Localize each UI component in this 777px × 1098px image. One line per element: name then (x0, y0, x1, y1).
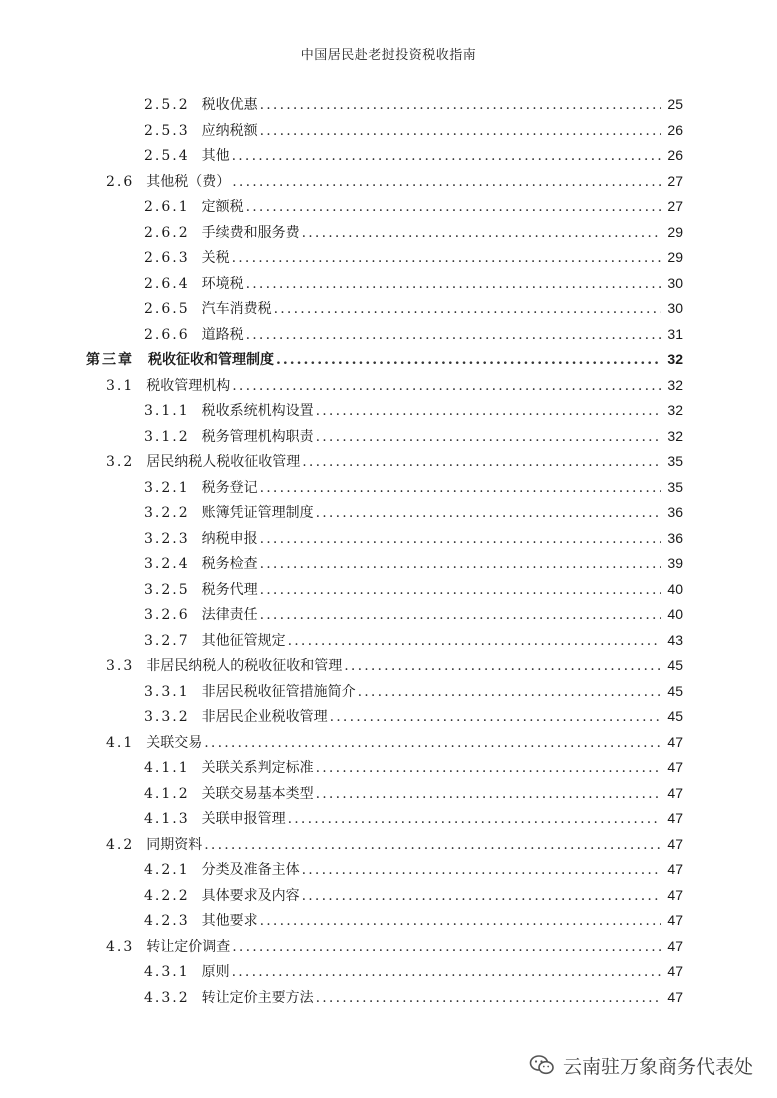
toc-entry-page: 36 (667, 504, 683, 520)
toc-entry-title: 原则 (201, 964, 230, 980)
toc-entry-number: 4.1 (106, 734, 135, 751)
toc-entry (144, 398, 683, 422)
toc-entry-page: 27 (667, 172, 683, 189)
toc-entry-page: 47 (667, 835, 683, 852)
toc-entry-title: 转让定价调查 (146, 938, 231, 955)
toc-entry-number: 2.6.4 (144, 275, 190, 292)
toc-entry-number: 4.2.2 (144, 887, 190, 904)
toc-entry-title: 税收系统机构设置 (201, 403, 314, 419)
toc-entry-page: 43 (667, 631, 683, 648)
toc-entry-title: 非居民税收征管措施简介 (201, 683, 356, 700)
toc-entry (144, 143, 683, 167)
toc-entry (106, 169, 683, 193)
toc-entry (106, 653, 683, 677)
toc-entry (144, 857, 683, 881)
toc-entry-page: 35 (667, 453, 683, 469)
toc-entry (144, 526, 683, 550)
toc-entry-page: 47 (667, 937, 683, 954)
toc-entry (144, 245, 683, 269)
toc-entry (144, 602, 683, 626)
toc-entry-number: 2.6.2 (144, 224, 190, 241)
toc-entry-number: 3.1.1 (144, 403, 190, 419)
toc-entry-number: 3.2 (106, 454, 135, 470)
toc-entry-number: 3.3 (106, 658, 135, 674)
toc-entry-title: 税收优惠 (201, 97, 258, 113)
toc-dot-leader (260, 476, 662, 500)
toc-dot-leader (316, 756, 662, 780)
toc-entry-title: 关联交易 (146, 734, 203, 751)
toc-entry-page: 31 (667, 325, 683, 342)
toc-dot-leader (344, 654, 661, 678)
toc-dot-leader (246, 272, 662, 296)
toc-entry (144, 271, 683, 295)
toc-entry-page: 27 (667, 198, 683, 214)
toc-entry-number: 3.2.4 (144, 556, 190, 572)
toc-entry-number: 2.6.5 (144, 301, 190, 317)
toc-entry-title: 非居民企业税收管理 (201, 709, 328, 725)
toc-dot-leader (232, 935, 661, 959)
wechat-icon (529, 1053, 555, 1077)
toc-entry (144, 908, 683, 932)
toc-entry (144, 577, 683, 601)
toc-entry-title: 道路税 (201, 326, 244, 343)
toc-dot-leader (316, 399, 662, 423)
toc-entry-title: 税务登记 (201, 479, 258, 496)
toc-entry (144, 92, 683, 116)
toc-entry-number: 2.6 (106, 173, 135, 190)
toc-entry (144, 883, 683, 907)
toc-entry-number: 3.2.2 (144, 505, 190, 521)
toc-entry-page: 45 (667, 682, 683, 699)
toc-entry (106, 449, 683, 473)
toc-entry-title: 定额税 (201, 199, 244, 215)
toc-entry (144, 781, 683, 805)
toc-entry-title: 具体要求及内容 (201, 887, 300, 904)
toc-entry (144, 194, 683, 218)
toc-entry (144, 118, 683, 142)
toc-dot-leader (302, 884, 662, 908)
toc-dot-leader (288, 629, 662, 653)
toc-dot-leader (232, 246, 662, 270)
toc-dot-leader (316, 986, 662, 1010)
toc-entry-number: 3.2.6 (144, 607, 190, 623)
toc-entry-page: 39 (667, 555, 683, 571)
toc-entry-title: 法律责任 (201, 607, 258, 623)
watermark (529, 1050, 753, 1080)
toc-dot-leader (260, 552, 662, 576)
toc-entry-page: 36 (667, 529, 683, 546)
toc-entry (144, 806, 683, 830)
toc-dot-leader (276, 348, 661, 372)
toc-dot-leader (232, 960, 662, 984)
toc-dot-leader (358, 680, 662, 704)
toc-entry-number: 3.1.2 (144, 428, 190, 445)
toc-entry (106, 934, 683, 958)
toc-entry-title: 居民纳税人税收征收管理 (146, 454, 301, 470)
toc-entry-page: 30 (667, 300, 683, 316)
toc-entry-number: 4.1.1 (144, 760, 190, 776)
toc-dot-leader (246, 323, 662, 347)
toc-dot-leader (302, 858, 662, 882)
toc-dot-leader (316, 501, 662, 525)
toc-entry-page: 29 (667, 249, 683, 265)
toc-entry-page: 47 (667, 810, 683, 826)
toc-entry-title: 非居民纳税人的税收征收和管理 (146, 658, 343, 674)
toc-entry (144, 959, 683, 983)
toc-entry-number: 第三章 (86, 352, 134, 368)
toc-entry (144, 424, 683, 448)
toc-entry (144, 985, 683, 1009)
toc-entry-number: 3.2.3 (144, 530, 190, 547)
toc-entry-number: 3.2.5 (144, 581, 190, 598)
toc-entry-page: 47 (667, 759, 683, 775)
toc-entry (144, 322, 683, 346)
toc-entry-page: 47 (667, 784, 683, 801)
toc-dot-leader (274, 297, 662, 321)
toc-entry-title: 其他要求 (201, 913, 258, 929)
toc-entry-number: 4.3.2 (144, 989, 190, 1006)
toc-dot-leader (232, 374, 661, 398)
toc-dot-leader (232, 144, 662, 168)
toc-dot-leader (260, 527, 662, 551)
toc-entry-number: 2.6.6 (144, 326, 190, 343)
toc-entry (144, 296, 683, 320)
toc-dot-leader (260, 119, 662, 143)
toc-entry-number: 3.2.1 (144, 479, 190, 496)
toc-entry (86, 347, 683, 371)
toc-entry-number: 2.6.1 (144, 199, 190, 215)
toc-entry-title: 关税 (201, 250, 230, 266)
toc-entry-title: 汽车消费税 (201, 301, 272, 317)
toc-entry (144, 220, 683, 244)
toc-entry (106, 832, 683, 856)
toc-entry-title: 税务管理机构职责 (201, 428, 314, 445)
toc-entry-page: 32 (667, 402, 683, 418)
toc-entry-title: 税收征收和管理制度 (148, 352, 274, 368)
toc-entry-page: 32 (667, 351, 683, 367)
toc-entry-title: 其他 (201, 148, 230, 164)
toc-entry-title: 环境税 (201, 275, 244, 292)
toc-entry-number: 4.3.1 (144, 964, 190, 980)
toc-entry-page: 35 (667, 478, 683, 495)
toc-entry-title: 手续费和服务费 (201, 224, 300, 241)
toc-entry (144, 628, 683, 652)
toc-entry-number: 3.1 (106, 377, 135, 394)
toc-entry-title: 关联申报管理 (201, 811, 286, 827)
toc-dot-leader (246, 195, 662, 219)
toc-entry-title: 转让定价主要方法 (201, 989, 314, 1006)
toc-dot-leader (204, 731, 661, 755)
toc-entry (106, 373, 683, 397)
toc-dot-leader (232, 170, 661, 194)
toc-entry-title: 税务代理 (201, 581, 258, 598)
toc-entry-title: 关联关系判定标准 (201, 760, 314, 776)
toc-entry-page: 29 (667, 223, 683, 240)
toc-entry-title: 同期资料 (146, 836, 203, 853)
toc-entry-page: 26 (667, 147, 683, 163)
toc-entry (144, 500, 683, 524)
toc-entry (106, 730, 683, 754)
toc-entry-title: 纳税申报 (201, 530, 258, 547)
toc-entry-number: 4.1.2 (144, 785, 190, 802)
toc-dot-leader (260, 909, 662, 933)
toc-entry-number: 2.6.3 (144, 250, 190, 266)
toc-entry-title: 税收管理机构 (146, 377, 231, 394)
toc-entry-page: 25 (667, 96, 683, 112)
toc-entry-page: 40 (667, 580, 683, 597)
toc-entry-page: 47 (667, 733, 683, 750)
toc-entry-page: 47 (667, 963, 683, 979)
toc-entry (144, 704, 683, 728)
toc-entry-page: 47 (667, 886, 683, 903)
toc-entry (144, 551, 683, 575)
toc-dot-leader (260, 578, 662, 602)
toc-entry-number: 2.5.2 (144, 97, 190, 113)
toc-entry (144, 679, 683, 703)
toc-entry-number: 3.3.1 (144, 683, 190, 700)
toc-entry-page: 32 (667, 427, 683, 444)
toc-entry-title: 其他征管规定 (201, 632, 286, 649)
toc-dot-leader (204, 833, 661, 857)
toc-dot-leader (330, 705, 662, 729)
toc-dot-leader (288, 807, 662, 831)
toc-entry-page: 26 (667, 121, 683, 138)
toc-entry (144, 475, 683, 499)
toc-entry-title: 分类及准备主体 (201, 862, 300, 878)
toc-entry-title: 税务检查 (201, 556, 258, 572)
toc-entry-page: 47 (667, 912, 683, 928)
toc-entry-page: 47 (667, 988, 683, 1005)
toc-dot-leader (260, 93, 662, 117)
toc-entry-page: 45 (667, 657, 683, 673)
toc-entry-number: 4.2.3 (144, 913, 190, 929)
toc-dot-leader (302, 221, 662, 245)
toc-entry-page: 32 (667, 376, 683, 393)
toc-dot-leader (302, 450, 661, 474)
toc-entry (144, 755, 683, 779)
watermark-text: 云南驻万象商务代表处 (562, 1055, 753, 1078)
toc-entry-number: 3.3.2 (144, 709, 190, 725)
toc-entry-number: 2.5.3 (144, 122, 190, 139)
toc-entry-title: 其他税（费） (146, 173, 231, 190)
toc-entry-number: 2.5.4 (144, 148, 190, 164)
toc-entry-number: 4.3 (106, 938, 135, 955)
page-header: 中国居民赴老挝投资税收指南 (300, 48, 477, 63)
toc-entry-title: 应纳税额 (201, 122, 258, 139)
toc-entry-number: 4.2.1 (144, 862, 190, 878)
toc-entry-title: 账簿凭证管理制度 (201, 505, 314, 521)
toc-entry-number: 3.2.7 (144, 632, 190, 649)
toc-dot-leader (316, 425, 662, 449)
toc-entry-page: 47 (667, 861, 683, 877)
toc-entry-page: 30 (667, 274, 683, 291)
toc-entry-number: 4.2 (106, 836, 135, 853)
toc-entry-page: 45 (667, 708, 683, 724)
toc-dot-leader (316, 782, 662, 806)
toc-entry-page: 40 (667, 606, 683, 622)
toc-dot-leader (260, 603, 662, 627)
toc-entry-number: 4.1.3 (144, 811, 190, 827)
toc-entry-title: 关联交易基本类型 (201, 785, 314, 802)
